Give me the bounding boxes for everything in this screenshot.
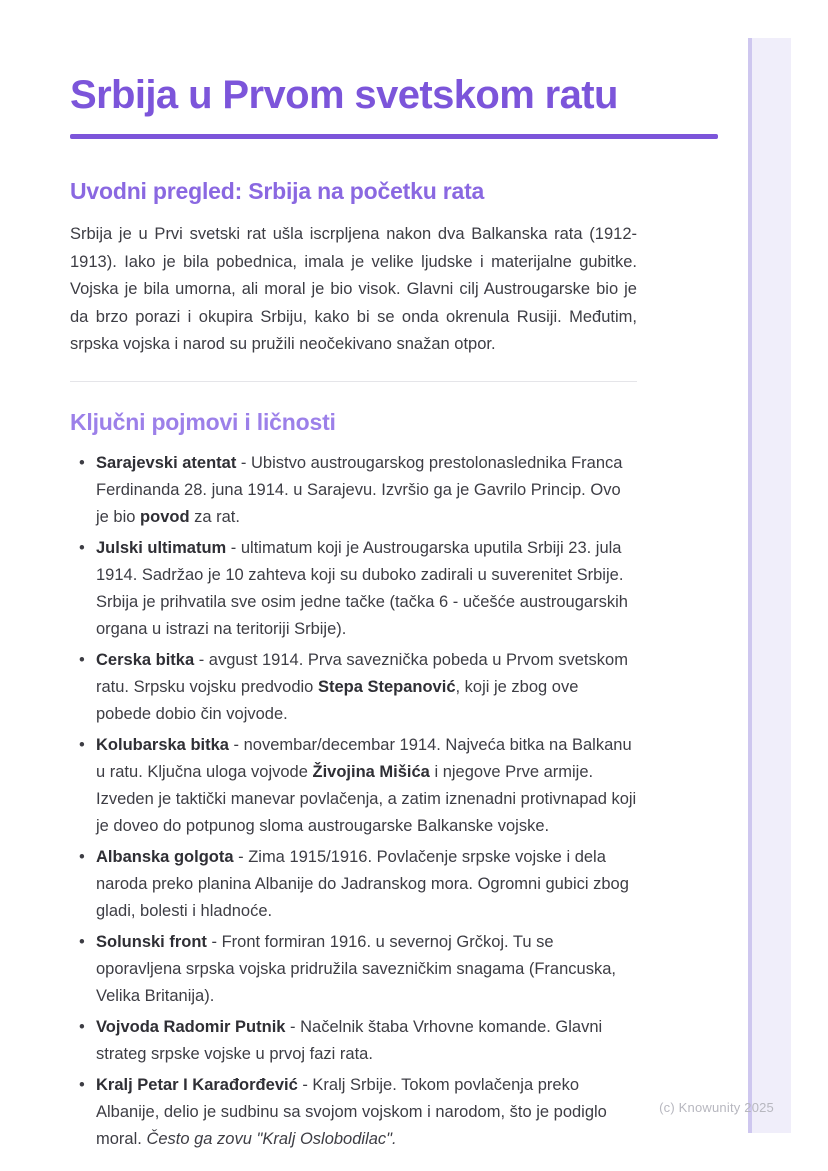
term-name: Julski ultimatum — [96, 538, 227, 557]
term-description: za rat. — [189, 507, 240, 526]
term-list-item — [96, 1072, 637, 1153]
term-name: Vojvoda Radomir Putnik — [96, 1017, 286, 1036]
term-list-item — [96, 929, 637, 1010]
term-description: - avgust 1914. Prva saveznička pobeda u Prvom svetskom ratu. Srpsku vojsku predvodio — [96, 650, 628, 696]
term-name: Sarajevski atentat — [96, 453, 237, 472]
term-note-italic: Često ga zovu "Kralj Oslobodilac". — [146, 1129, 397, 1148]
term-list-item — [96, 732, 637, 840]
term-name: Kolubarska bitka — [96, 735, 229, 754]
term-description: - Načelnik štaba Vrhovne komande. Glavni strateg srpske vojske u prvoj fazi rata. — [96, 1017, 603, 1063]
title-underline-rule — [70, 134, 718, 139]
term-description: - novembar/decembar 1914. Najveća bitka na Balkanu u ratu. Ključna uloga vojvode — [96, 735, 632, 781]
term-list-item — [96, 450, 637, 531]
copyright-watermark: (c) Knowunity 2025 — [659, 1100, 774, 1115]
section-heading-terms: Ključni pojmovi i ličnosti — [70, 408, 336, 435]
term-name: povod — [140, 507, 190, 526]
term-description: - Kralj Srbije. Tokom povlačenja preko Albanije, delio je sudbinu sa svojom vojskom i narodom, što je podiglo moral. — [96, 1075, 607, 1148]
term-name: Albanska golgota — [96, 847, 234, 866]
term-name: Stepa Stepanović — [317, 677, 456, 696]
term-description: , koji je zbog ove pobede dobio čin vojvode. — [96, 677, 579, 723]
right-margin-bar — [748, 38, 791, 1133]
term-list-item — [96, 1014, 637, 1068]
term-list-item — [96, 647, 637, 728]
term-name: Solunski front — [96, 932, 207, 951]
document-content — [70, 0, 637, 1157]
term-name: Cerska bitka — [96, 650, 195, 669]
term-description: - Front formiran 1916. u severnoj Grčkoj. Tu se oporavljena srpska vojska pridružila savezničkim snagama (Francuska, Velika Britanija). — [96, 932, 616, 1005]
term-name: Živojina Mišića — [312, 762, 430, 781]
page-title: Srbija u Prvom svetskom ratu — [70, 73, 618, 117]
term-description: - Ubistvo austrougarskog prestolonaslednika Franca Ferdinanda 28. juna 1914. u Sarajevu. Izvršio ga je Gavrilo Princip. Ovo je bio — [96, 453, 623, 526]
section-heading-intro: Uvodni pregled: Srbija na početku rata — [70, 178, 485, 204]
term-list-item — [96, 535, 637, 643]
term-description: - ultimatum koji je Austrougarska uputila Srbiji 23. jula 1914. Sadržao je 10 zahteva koji su duboko zadirali u suverenitet Srbije. Srbija je prihvatila sve osim jedne tačke (tačka 6 - učešće austrougarskih organa u istrazi na teritoriji Srbije). — [96, 538, 628, 638]
intro-paragraph: Srbija je u Prvi svetski rat ušla iscrpljena nakon dva Balkanska rata (1912-1913). Iako je bila pobednica, imala je velike ljudske i materijalne gubitke. Vojska je bila umorna, ali moral je bio visok. Glavni cilj Austrougarske bio je da brzo porazi i okupira Srbiju, kako bi se onda okrenula Rusiji. Međutim, srpska vojska i narod su pružili neočekivano snažan otpor. — [70, 225, 637, 353]
term-description: - Zima 1915/1916. Povlačenje srpske vojske i dela naroda preko planina Albanije do Jadranskog mora. Ogromni gubici zbog gladi, bolesti i hladnoće. — [96, 847, 629, 920]
term-name: Kralj Petar I Karađorđević — [96, 1075, 298, 1094]
term-description: i njegove Prve armije. Izveden je taktički manevar povlačenja, a zatim iznenadni protivnapad koji je doveo do potpunog sloma austrougarske Balkanske vojske. — [96, 762, 637, 835]
term-list-item — [96, 844, 637, 925]
terms-list — [70, 450, 637, 1153]
section-divider — [70, 381, 637, 382]
